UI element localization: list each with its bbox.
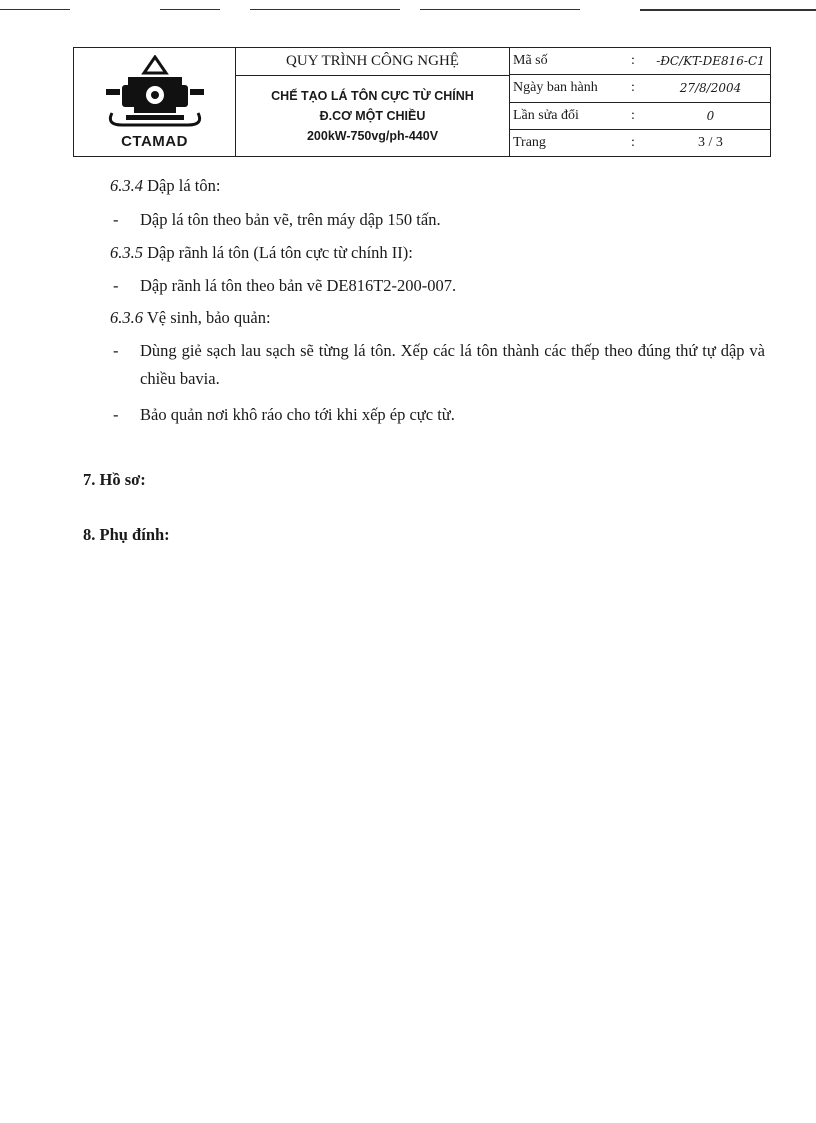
info-row-revision (510, 103, 770, 130)
info-value-page: 3 / 3 (698, 134, 723, 150)
section-heading-appendix: 8. Phụ đính: (83, 525, 170, 544)
company-logo (74, 48, 236, 156)
title-line: CHẾ TẠO LÁ TÔN CỰC TỪ CHÍNH (271, 89, 474, 103)
section-heading-records: 7. Hồ sơ: (83, 470, 146, 489)
info-row-date (510, 75, 770, 102)
subsection-number: 6.3.4 (110, 176, 143, 195)
info-value-code: -ĐC/KT-DE816-C1 (656, 54, 765, 69)
info-row-page (510, 130, 770, 156)
info-colon: : (631, 80, 635, 96)
info-label: Ngày ban hành (513, 80, 598, 96)
document-header (73, 47, 771, 157)
scan-artifact-line (420, 9, 580, 10)
document-title (236, 76, 509, 156)
info-colon: : (631, 107, 635, 123)
document-info (510, 48, 770, 156)
bullet-text: Dập rãnh lá tôn theo bản vẽ DE816T2-200-007. (140, 276, 457, 295)
info-label: Mã số (513, 53, 548, 69)
subsection-text: Dập rãnh lá tôn (Lá tôn cực từ chính II): (143, 243, 413, 262)
info-colon: : (631, 53, 635, 69)
bullet-dash: - (113, 276, 119, 295)
bullet-text: Dùng giẻ sạch lau sạch sẽ từng lá tôn. Xếp các lá tôn thành các thếp theo đúng thứ tự dập và chiều bavia. (140, 341, 765, 388)
scan-artifact-line (160, 9, 220, 10)
subsection-heading (110, 243, 413, 263)
bullet-dash: - (113, 210, 119, 229)
logo-text: CTAMAD (121, 133, 188, 150)
scan-artifact-line (250, 9, 400, 10)
subsection-heading (110, 176, 220, 196)
bullet-text: Dập lá tôn theo bản vẽ, trên máy dập 150 tấn. (140, 210, 441, 229)
title-line: 200kW-750vg/ph-440V (306, 129, 439, 143)
title-line: Đ.CƠ MỘT CHIỀU (319, 109, 426, 123)
info-label: Lần sửa đổi (513, 107, 579, 123)
bullet-text: Bảo quản nơi khô ráo cho tới khi xếp ép cực từ. (140, 405, 455, 424)
info-row-code (510, 48, 770, 75)
subsection-text: Dập lá tôn: (143, 176, 221, 195)
bullet-dash: - (113, 405, 119, 424)
info-colon: : (631, 134, 635, 150)
info-value-revision: 0 (706, 108, 715, 123)
subsection-heading (110, 308, 271, 328)
subsection-number: 6.3.6 (110, 308, 143, 327)
bullet-dash: - (113, 341, 119, 360)
subsection-text: Vệ sinh, bảo quản: (143, 308, 271, 327)
document-type: QUY TRÌNH CÔNG NGHỆ (236, 48, 509, 76)
subsection-number: 6.3.5 (110, 243, 143, 262)
scan-artifact-line (640, 9, 816, 11)
scan-artifact-line (0, 9, 70, 10)
info-label: Trang (513, 134, 546, 150)
info-value-date: 27/8/2004 (679, 81, 742, 96)
motor-logo-icon (100, 55, 210, 131)
